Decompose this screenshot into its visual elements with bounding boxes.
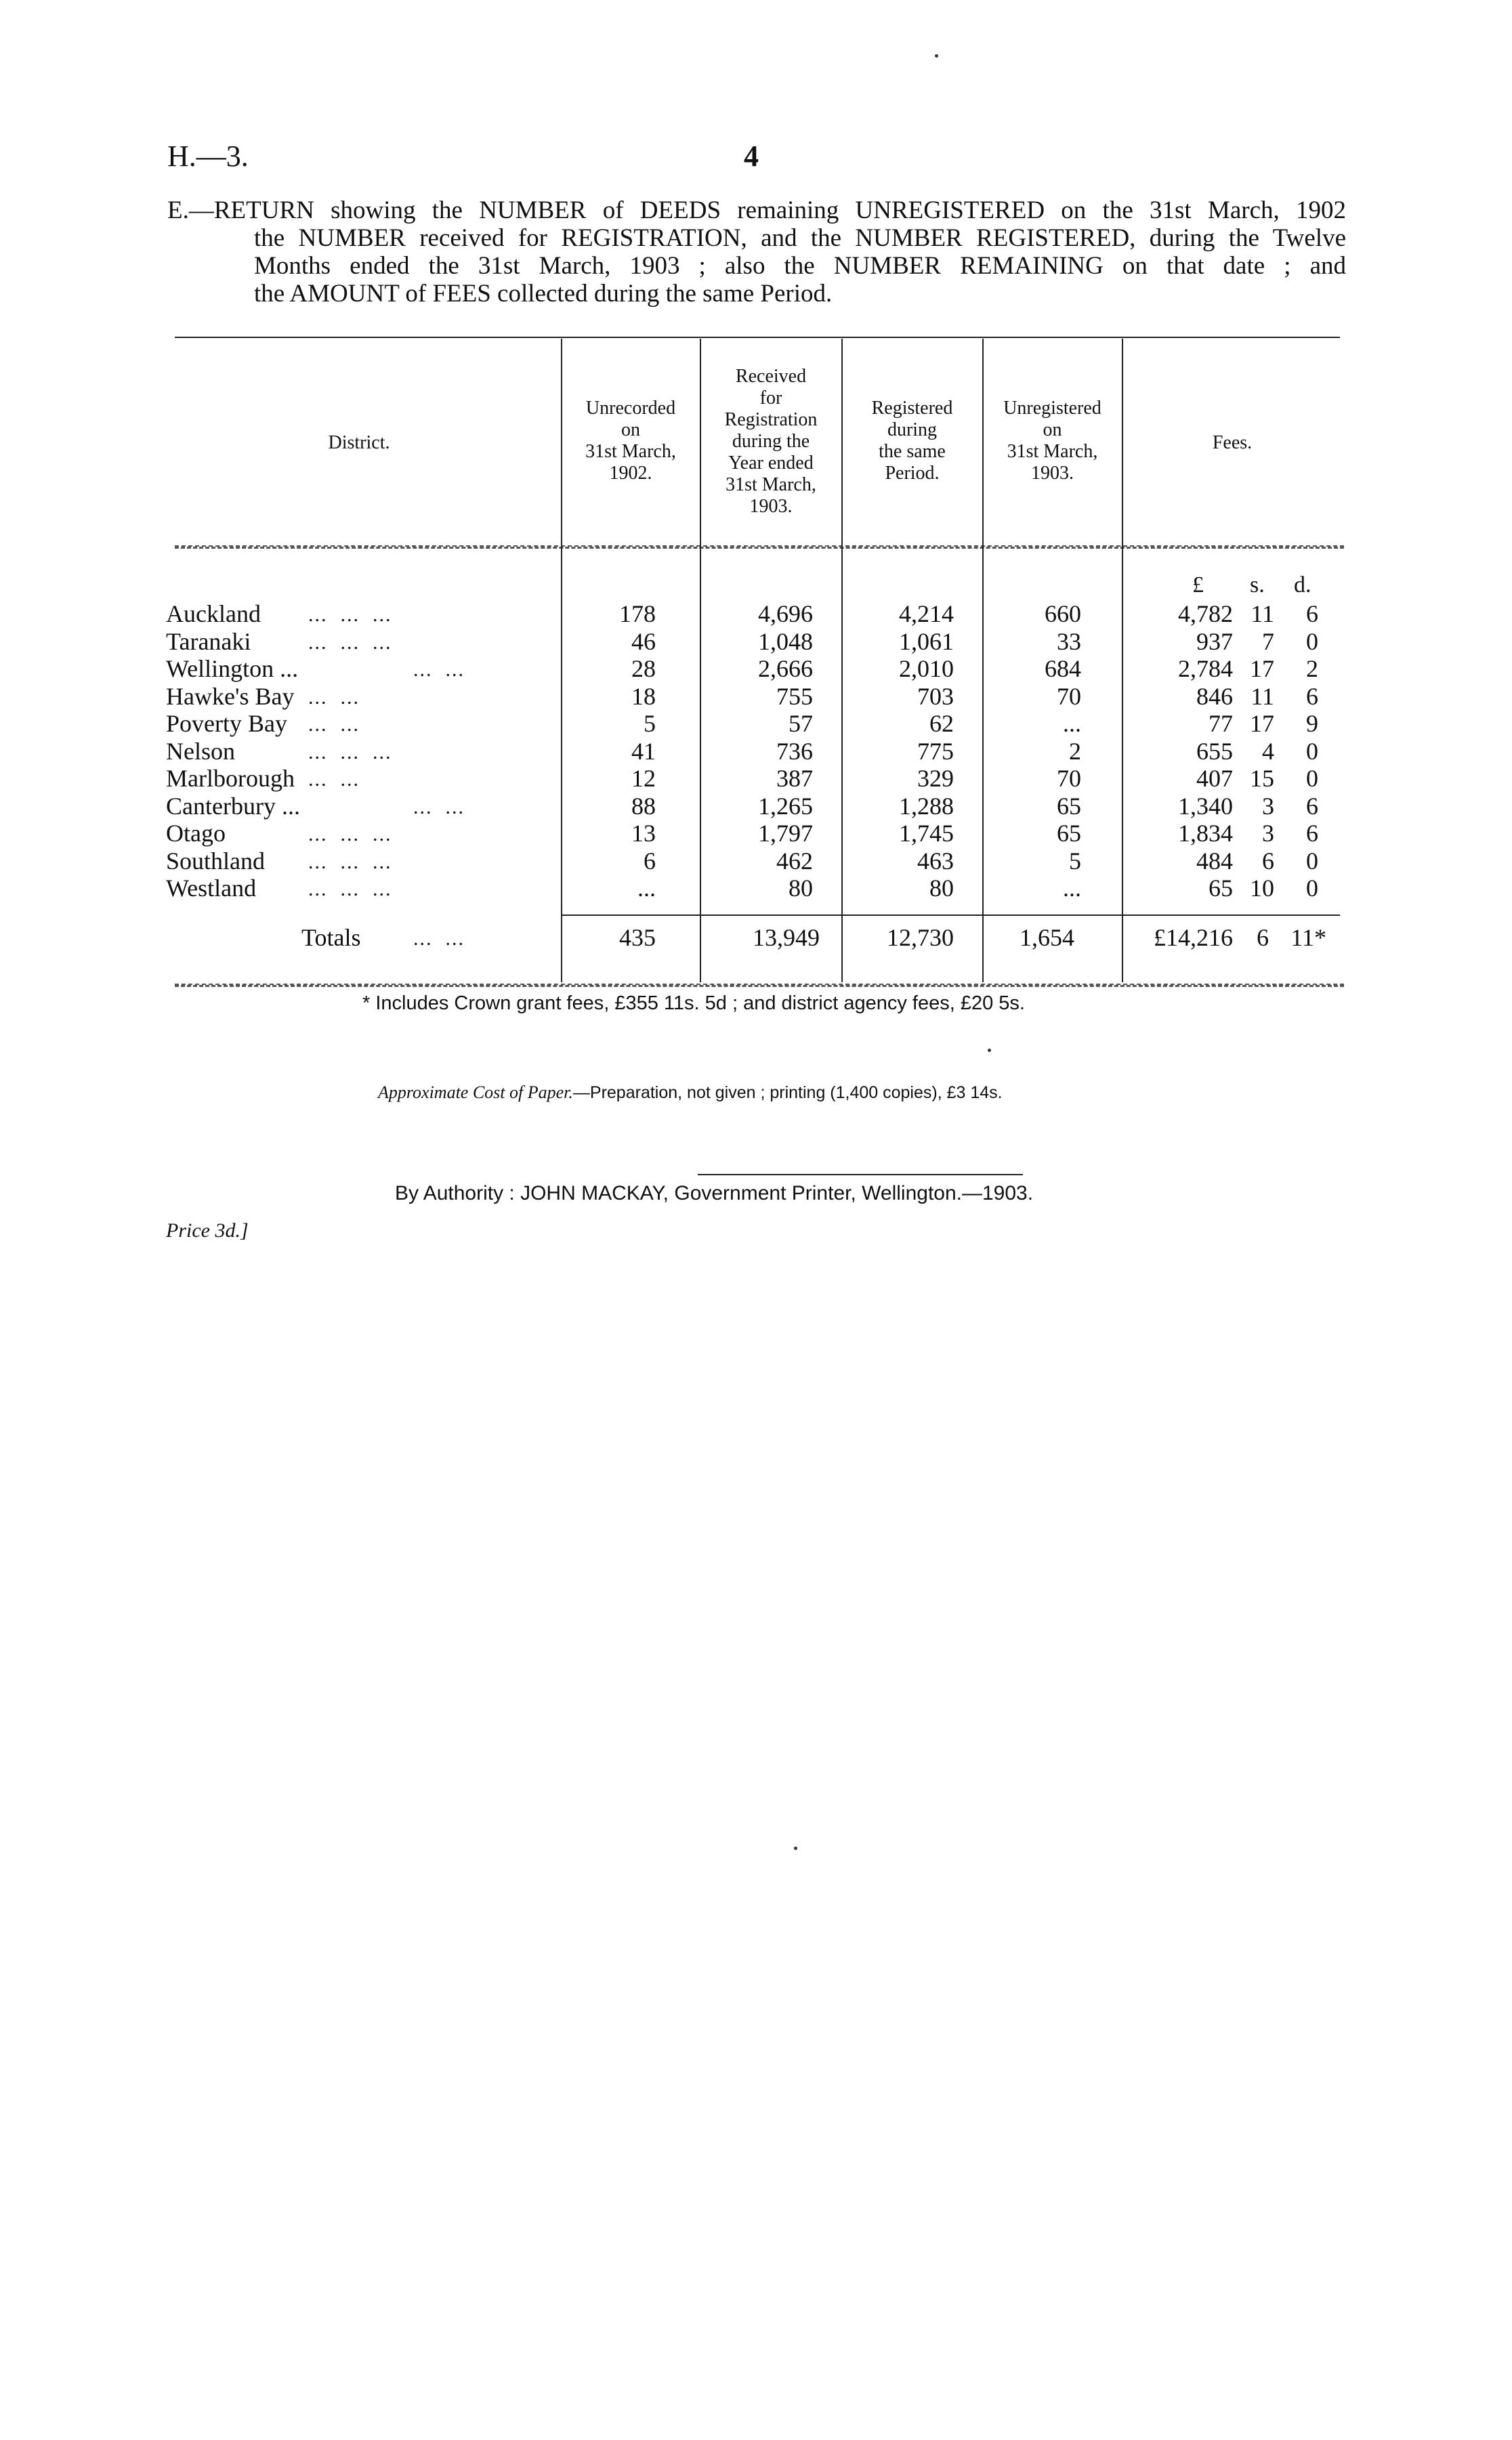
table-row — [0, 709, 1512, 736]
registered-value: 329 — [917, 765, 954, 792]
header-text: 1902. — [609, 463, 652, 484]
unregistered-value: 70 — [1057, 682, 1081, 710]
dot-leaders: ... ... — [413, 795, 465, 818]
title-line-3: Months ended the 31st March, 1903 ; also the NUMBER REMAINING on that date ; and — [254, 252, 1346, 280]
header-text: Registered — [871, 398, 953, 419]
unregistered-value: 65 — [1057, 792, 1081, 820]
header-received — [702, 366, 840, 518]
received-value: 736 — [776, 737, 813, 765]
approx-cost-label: Approximate Cost of Paper. — [378, 1082, 573, 1102]
dot-leaders: ... ... — [308, 768, 360, 791]
colophon-rule — [698, 1174, 1023, 1175]
pounds-value: 2,784 — [1178, 655, 1233, 682]
received-value: 462 — [776, 847, 813, 875]
unregistered-value: 684 — [1045, 655, 1081, 682]
header-registered — [843, 398, 981, 484]
title-line-2: the NUMBER received for REGISTRATION, and the NUMBER REGISTERED, during the Twelve — [254, 224, 1346, 252]
unit-pounds: £ — [1192, 572, 1204, 597]
shillings-value: 17 — [1250, 655, 1274, 682]
header-text: during the — [732, 431, 810, 452]
district-name: Southland — [166, 847, 266, 875]
unrecorded-value: 46 — [631, 627, 656, 655]
unregistered-value: 70 — [1057, 765, 1081, 792]
district-name: Hawke's Bay — [166, 682, 295, 710]
pounds-value: 846 — [1196, 682, 1233, 710]
received-value: 80 — [789, 875, 813, 902]
total-registered: 12,730 — [887, 924, 954, 951]
header-text: on — [1043, 419, 1062, 440]
table-row — [0, 764, 1512, 791]
registered-value: 775 — [917, 737, 954, 765]
district-name: Auckland — [166, 600, 261, 627]
registered-value: 1,288 — [899, 792, 954, 820]
registered-value: 80 — [929, 875, 954, 902]
shillings-value: 17 — [1250, 710, 1274, 737]
table-row — [0, 654, 1512, 681]
registered-value: 4,214 — [899, 600, 954, 627]
unrecorded-value: ... — [637, 875, 656, 902]
dot-leaders: ... ... ... — [308, 631, 392, 654]
unrecorded-value: 178 — [619, 600, 656, 627]
dot-leaders: ... ... ... — [308, 878, 392, 900]
total-unrecorded: 435 — [619, 924, 656, 951]
dot-leaders: ... ... ... — [308, 850, 392, 873]
pounds-value: 1,834 — [1178, 820, 1233, 847]
pence-value: 0 — [1306, 847, 1318, 875]
pounds-value: 1,340 — [1178, 792, 1233, 820]
header-text: Period. — [885, 463, 940, 484]
document-code: H.—3. — [167, 140, 249, 173]
title-line-4: the AMOUNT of FEES collected during the same Period. — [254, 280, 833, 308]
table-top-rule — [175, 337, 1340, 338]
table-row — [0, 792, 1512, 819]
received-value: 1,797 — [758, 820, 813, 847]
registered-value: 703 — [917, 682, 954, 710]
approximate-cost — [378, 1082, 1003, 1103]
header-text: 1903. — [1031, 463, 1074, 484]
registered-value: 463 — [917, 847, 954, 875]
scan-speck — [935, 54, 938, 58]
total-received: 13,949 — [753, 924, 820, 951]
table-row — [0, 847, 1512, 874]
pounds-value: 77 — [1209, 710, 1233, 737]
header-text: during — [887, 419, 938, 440]
district-name: Wellington ... — [166, 655, 299, 682]
district-name: Westland — [166, 875, 257, 902]
unregistered-value: 33 — [1057, 627, 1081, 655]
header-text: for — [759, 387, 782, 408]
dot-leaders: ... ... ... — [308, 740, 392, 763]
shillings-value: 11 — [1251, 600, 1274, 627]
unit-pence: d. — [1294, 572, 1311, 597]
district-name: Otago — [166, 820, 226, 847]
pence-value: 0 — [1306, 875, 1318, 902]
pounds-value: 407 — [1196, 765, 1233, 792]
unrecorded-value: 18 — [631, 682, 656, 710]
scan-speck — [988, 1049, 991, 1052]
page-number: 4 — [744, 140, 759, 173]
unregistered-value: 5 — [1069, 847, 1081, 875]
received-value: 1,265 — [758, 792, 813, 820]
dot-leaders: ... ... ... — [308, 823, 392, 845]
unrecorded-value: 41 — [631, 737, 656, 765]
received-value: 57 — [789, 710, 813, 737]
dot-leaders: ... ... ... — [308, 604, 392, 626]
dot-leaders: ... ... — [308, 713, 360, 736]
approx-cost-text: —Preparation, not given ; printing (1,400 copies), £3 14s. — [572, 1083, 1003, 1102]
printer-authority: By Authority : JOHN MACKAY, Government Printer, Wellington.—1903. — [395, 1182, 1034, 1204]
header-text: Received — [735, 366, 807, 387]
header-unregistered — [984, 398, 1120, 484]
header-text: Registration — [724, 409, 818, 430]
header-text: Year ended — [728, 453, 814, 474]
shillings-value: 4 — [1262, 737, 1274, 765]
total-shillings: 6 — [1257, 924, 1269, 951]
shillings-value: 3 — [1262, 820, 1274, 847]
registered-value: 2,010 — [899, 655, 954, 682]
totals-rule — [561, 914, 1340, 916]
header-text: 31st March, — [726, 474, 816, 495]
unregistered-value: ... — [1063, 710, 1081, 737]
footnote: * Includes Crown grant fees, £355 11s. 5d ; and district agency fees, £20 5s. — [362, 992, 1025, 1014]
table-row — [0, 737, 1512, 764]
pence-value: 2 — [1306, 655, 1318, 682]
header-text: on — [621, 419, 640, 440]
price: Price 3d.] — [166, 1219, 249, 1242]
header-bottom-rule — [175, 545, 1344, 549]
district-name: Poverty Bay — [166, 710, 287, 737]
registered-value: 1,745 — [899, 820, 954, 847]
table-bottom-rule — [175, 984, 1344, 987]
pence-value: 0 — [1306, 627, 1318, 655]
totals-label: Totals — [301, 924, 361, 951]
table-row — [0, 819, 1512, 846]
table-row — [0, 600, 1512, 627]
header-text: 31st March, — [1007, 441, 1098, 462]
district-name: Taranaki — [166, 627, 251, 655]
pounds-value: 937 — [1196, 627, 1233, 655]
pence-value: 0 — [1306, 765, 1318, 792]
received-value: 2,666 — [758, 655, 813, 682]
dot-leaders: ... ... — [308, 686, 360, 709]
registered-value: 62 — [929, 710, 954, 737]
unrecorded-value: 5 — [644, 710, 656, 737]
received-value: 4,696 — [758, 600, 813, 627]
total-pence: 11* — [1290, 924, 1326, 951]
received-value: 387 — [776, 765, 813, 792]
pounds-value: 4,782 — [1178, 600, 1233, 627]
pence-value: 6 — [1306, 682, 1318, 710]
header-text: Unregistered — [1003, 398, 1101, 419]
dot-leaders: ... ... — [413, 927, 465, 950]
district-name: Nelson — [166, 737, 235, 765]
pence-value: 0 — [1306, 737, 1318, 765]
header-text: 1903. — [749, 496, 793, 517]
pence-value: 6 — [1306, 792, 1318, 820]
scan-speck — [794, 1847, 797, 1850]
received-value: 1,048 — [758, 627, 813, 655]
unregistered-value: 2 — [1069, 737, 1081, 765]
title-line-1: E.—RETURN showing the NUMBER of DEEDS remaining UNREGISTERED on the 31st March, 1902 — [167, 196, 1346, 224]
header-fees: Fees. — [1212, 432, 1253, 453]
pounds-value: 484 — [1196, 847, 1233, 875]
header-text: the same — [879, 441, 946, 462]
district-name: Canterbury ... — [166, 792, 300, 820]
unregistered-value: ... — [1063, 875, 1081, 902]
shillings-value: 6 — [1262, 847, 1274, 875]
shillings-value: 15 — [1250, 765, 1274, 792]
dot-leaders: ... ... — [413, 658, 465, 681]
header-text: 31st March, — [585, 441, 676, 462]
totals-row — [0, 923, 1512, 950]
pounds-value: 65 — [1209, 875, 1233, 902]
shillings-value: 7 — [1262, 627, 1274, 655]
unrecorded-value: 12 — [631, 765, 656, 792]
header-district: District. — [328, 432, 390, 453]
header-text: Unrecorded — [585, 398, 676, 419]
unrecorded-value: 13 — [631, 820, 656, 847]
unit-shillings: s. — [1250, 572, 1265, 597]
shillings-value: 3 — [1262, 792, 1274, 820]
unregistered-value: 660 — [1045, 600, 1081, 627]
district-name: Marlborough — [166, 765, 295, 792]
table-row — [0, 874, 1512, 901]
pounds-value: 655 — [1196, 737, 1233, 765]
unrecorded-value: 88 — [631, 792, 656, 820]
unrecorded-value: 6 — [644, 847, 656, 875]
shillings-value: 10 — [1250, 875, 1274, 902]
table-row — [0, 627, 1512, 654]
unregistered-value: 65 — [1057, 820, 1081, 847]
shillings-value: 11 — [1251, 682, 1274, 710]
received-value: 755 — [776, 682, 813, 710]
pence-value: 9 — [1306, 710, 1318, 737]
pence-value: 6 — [1306, 600, 1318, 627]
pence-value: 6 — [1306, 820, 1318, 847]
header-unrecorded — [563, 398, 698, 484]
total-unregistered: 1,654 — [1020, 924, 1074, 951]
total-pounds: £14,216 — [1154, 924, 1233, 951]
table-row — [0, 682, 1512, 709]
unrecorded-value: 28 — [631, 655, 656, 682]
registered-value: 1,061 — [899, 627, 954, 655]
return-title — [167, 196, 1346, 308]
